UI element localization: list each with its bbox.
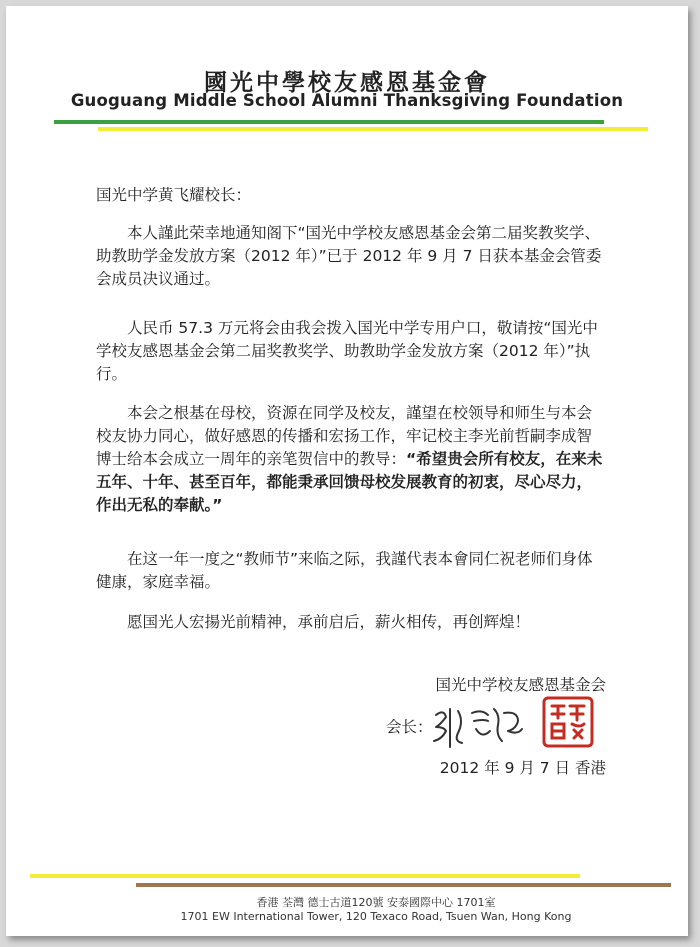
footer-yellow-rule [30, 874, 580, 878]
paragraph-funding: 人民币 57.3 万元将会由我会拨入国光中学专用户口，敬请按“国光中学校友感恩基金会第二届奖教奖学、助教助学金发放方案（2012 年）”执行。 [96, 319, 598, 383]
mission-quote: “希望贵会所有校友，在来未五年、十年、甚至百年，都能秉承回馈母校发展教育的初衷，尽心尽力，作出无私的奉献。” [96, 450, 603, 514]
letter-sheet [6, 6, 688, 936]
letterhead-title-english: Guoguang Middle School Alumni Thanksgiving Foundation [70, 91, 624, 110]
paragraph-foundation-mission [96, 402, 606, 517]
signing-organization: 国光中学校友感恩基金会 [435, 676, 606, 694]
footer-address-english: 1701 EW International Tower, 120 Texaco Road, Tsuen Wan, Hong Kong [180, 910, 572, 923]
letterhead-yellow-rule [98, 127, 648, 131]
red-seal-stamp [542, 696, 594, 748]
letterhead-title-chinese: 國光中學校友感恩基金會 [204, 69, 490, 96]
date-and-place: 2012 年 9 月 7 日 香港 [439, 759, 606, 777]
paragraph-notification: 本人謹此荣幸地通知阁下“国光中学校友感恩基金会第二届奖教奖学、助教助学金发放方案（2012 年）”已于 2012 年 9 月 7 日获本基金会管委会成员决议通过。 [96, 224, 602, 288]
paragraph-closing-wish: 愿国光人宏揚光前精神，承前启后，薪火相传，再创辉煌！ [127, 613, 531, 631]
footer-address-chinese: 香港 荃灣 德士古道120號 安泰國際中心 1701室 [256, 896, 496, 909]
salutation: 国光中学黄飞耀校长： [96, 186, 252, 204]
footer-brown-rule [136, 883, 671, 887]
president-label: 会长： [386, 718, 433, 736]
letterhead-green-rule [54, 120, 604, 124]
paragraph-teachers-day: 在这一年一度之“教师节”来临之际，我謹代表本會同仁祝老师们身体健康，家庭幸福。 [96, 550, 593, 591]
handwritten-signature [428, 703, 536, 751]
mission-text: 本会之根基在母校，资源在同学及校友，謹望在校领导和师生与本会校友协力同心，做好感恩的传播和宏扬工作，牢记校主李光前哲嗣李成智博士给本会成立一周年的亲笔贺信中的教导： [96, 404, 593, 468]
